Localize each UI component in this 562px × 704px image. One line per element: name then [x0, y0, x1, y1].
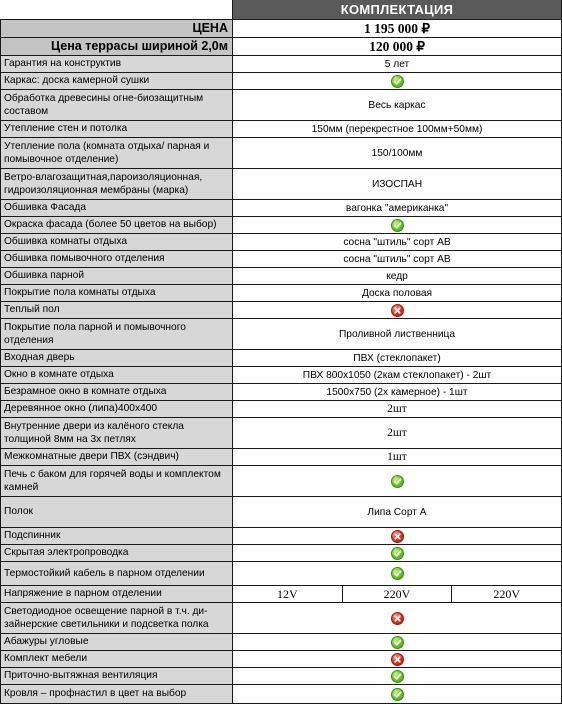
spec-row — [0, 319, 562, 350]
spec-row-label: Утепление пола (комната отдыха/ парная и помывочное отделение) — [0, 138, 233, 169]
header-blank-cell — [0, 0, 233, 20]
spec-row-status — [233, 217, 562, 234]
spec-row-status — [233, 685, 562, 704]
spec-row-status — [233, 668, 562, 685]
cross-icon — [391, 612, 404, 625]
spec-row-label: Абажуры угловые — [0, 634, 233, 651]
terrace-price-label: Цена террасы шириной 2,0м — [0, 38, 233, 56]
spec-row-status — [233, 634, 562, 651]
voltage-split-cells — [233, 586, 562, 603]
spec-row — [0, 651, 562, 668]
spec-row — [0, 234, 562, 251]
spec-row-label: Напряжение в парном отделении — [0, 586, 233, 603]
cross-icon — [391, 653, 404, 666]
spec-row — [0, 685, 562, 704]
spec-row-label: Обшивка парной — [0, 268, 233, 285]
terrace-price-row — [0, 38, 562, 56]
spec-row-label: Обшивка Фасада — [0, 200, 233, 217]
spec-row-label: Печь с баком для горячей воды и комплектом камней — [0, 466, 233, 497]
spec-row-label: Обшивка помывочного отделения — [0, 251, 233, 268]
spec-row-value: 1шт — [233, 449, 562, 466]
spec-row-label: Комплект мебели — [0, 651, 233, 668]
spec-row-status — [233, 466, 562, 497]
spec-row-status — [233, 302, 562, 319]
spec-row — [0, 418, 562, 449]
spec-row-status — [233, 603, 562, 634]
spec-row — [0, 251, 562, 268]
spec-row-value: сосна "штиль" сорт АВ — [233, 234, 562, 251]
check-icon — [391, 688, 404, 701]
spec-row-label: Скрытая электропроводка — [0, 545, 233, 562]
spec-row-value: 150мм (перекрестное 100мм+50мм) — [233, 121, 562, 138]
voltage-value-cell: 220V — [452, 586, 562, 603]
spec-row — [0, 603, 562, 634]
check-icon — [391, 75, 404, 88]
check-icon — [391, 475, 404, 488]
cross-icon — [391, 530, 404, 543]
spec-row-value: 150/100мм — [233, 138, 562, 169]
spec-row — [0, 169, 562, 200]
price-label: ЦЕНА — [0, 20, 233, 38]
spec-row — [0, 73, 562, 90]
spec-row-value: вагонка "американка" — [233, 200, 562, 217]
spec-row — [0, 200, 562, 217]
spec-row — [0, 401, 562, 418]
spec-row — [0, 634, 562, 651]
voltage-value-cell: 12V — [233, 586, 343, 603]
spec-row — [0, 56, 562, 73]
spec-row-value: кедр — [233, 268, 562, 285]
spec-row — [0, 350, 562, 367]
spec-row-value: ПВХ (стеклопакет) — [233, 350, 562, 367]
spec-row — [0, 668, 562, 685]
spec-row-label: Приточно-вытяжная вентиляция — [0, 668, 233, 685]
header-title: КОМПЛЕКТАЦИЯ — [233, 0, 562, 20]
spec-row-value: сосна "штиль" сорт АВ — [233, 251, 562, 268]
spec-row-label: Межкомнатные двери ПВХ (сэндвич) — [0, 449, 233, 466]
spec-row-value: 1500х750 (2х камерное) - 1шт — [233, 384, 562, 401]
check-icon — [391, 636, 404, 649]
spec-row-status — [233, 73, 562, 90]
spec-row-label: Окраска фасада (более 50 цветов на выбор) — [0, 217, 233, 234]
spec-row — [0, 121, 562, 138]
spec-row-value: Проливной лиственница — [233, 319, 562, 350]
spec-row-value: Доска половая — [233, 285, 562, 302]
check-icon — [391, 547, 404, 560]
spec-row — [0, 497, 562, 528]
spec-row-label: Деревянное окно (липа)400х400 — [0, 401, 233, 418]
spec-row-value: 2шт — [233, 418, 562, 449]
spec-row-label: Внутренние двери из калёного стекла толщиной 8мм на 3х петлях — [0, 418, 233, 449]
spec-row — [0, 466, 562, 497]
spec-row-value: 2шт — [233, 401, 562, 418]
check-icon — [391, 567, 404, 580]
spec-row-value: Весь каркас — [233, 90, 562, 121]
spec-row-value: 5 лет — [233, 56, 562, 73]
spec-row — [0, 217, 562, 234]
spec-row-label: Утепление стен и потолка — [0, 121, 233, 138]
cross-icon — [391, 304, 404, 317]
spec-row-label: Подспинник — [0, 528, 233, 545]
table-header-row — [0, 0, 562, 20]
spec-row-value: ПВХ 800х1050 (2кам стеклопакет) - 2шт — [233, 367, 562, 384]
spec-row-label: Теплый пол — [0, 302, 233, 319]
spec-row-label: Каркас: доска камерной сушки — [0, 73, 233, 90]
spec-row — [0, 138, 562, 169]
spec-row-label: Окно в комнате отдыха — [0, 367, 233, 384]
spec-row — [0, 545, 562, 562]
spec-row — [0, 285, 562, 302]
spec-row-label: Кровля – профнастил в цвет на выбор — [0, 685, 233, 704]
spec-row-label: Ветро-влагозащитная,пароизоляционная, гидроизоляционная мембраны (марка) — [0, 169, 233, 200]
spec-row-label: Безрамное окно в комнате отдыха — [0, 384, 233, 401]
spec-row — [0, 562, 562, 586]
spec-row — [0, 367, 562, 384]
spec-row-status — [233, 528, 562, 545]
spec-row — [0, 384, 562, 401]
spec-row-status — [233, 651, 562, 668]
spec-row-label: Гарантия на конструктив — [0, 56, 233, 73]
spec-row-status — [233, 562, 562, 586]
spec-row-label: Светодиодное освещение парной в т.ч. ди-зайнерские светильники и подсветка полка — [0, 603, 233, 634]
spec-row — [0, 268, 562, 285]
spec-row-label: Покрытие пола комнаты отдыха — [0, 285, 233, 302]
price-row — [0, 20, 562, 38]
check-icon — [391, 219, 404, 232]
spec-row-label: Входная дверь — [0, 350, 233, 367]
spec-row-label: Обшивка комнаты отдыха — [0, 234, 233, 251]
spec-row — [0, 528, 562, 545]
voltage-value-cell: 220V — [343, 586, 453, 603]
terrace-price-value: 120 000 ₽ — [233, 38, 562, 56]
price-value: 1 195 000 ₽ — [233, 20, 562, 38]
spec-row-status — [233, 545, 562, 562]
spec-row-label: Покрытие пола парной и помывочного отделения — [0, 319, 233, 350]
spec-row-label: Термостойкий кабель в парном отделении — [0, 562, 233, 586]
spec-row — [0, 90, 562, 121]
spec-row-value: Липа Сорт А — [233, 497, 562, 528]
spec-row-label: Обработка древесины огне-биозащитным составом — [0, 90, 233, 121]
spec-row-value: ИЗОСПАН — [233, 169, 562, 200]
check-icon — [391, 670, 404, 683]
spec-row — [0, 586, 562, 603]
spec-row — [0, 449, 562, 466]
spec-row — [0, 302, 562, 319]
spec-row-label: Полок — [0, 497, 233, 528]
